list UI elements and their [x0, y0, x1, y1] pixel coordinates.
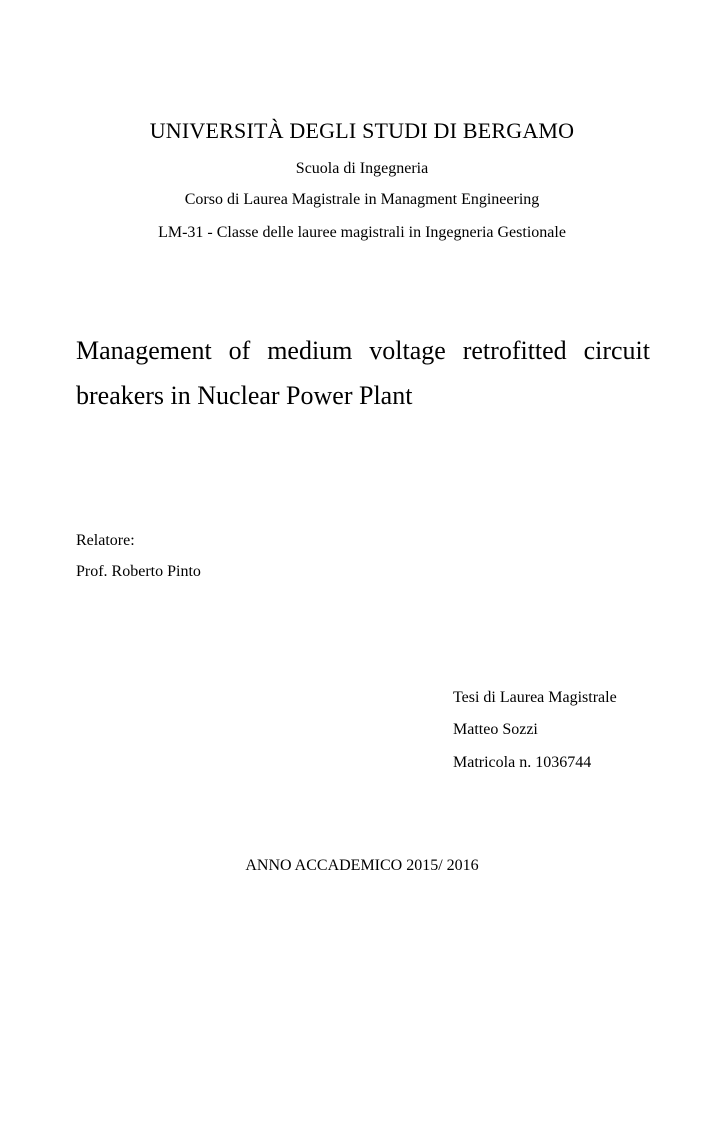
thesis-title	[76, 328, 650, 418]
academic-year: ANNO ACCADEMICO 2015/ 2016	[245, 857, 479, 874]
supervisor-label: Relatore:	[76, 532, 135, 549]
school-name: Scuola di Ingegneria	[295, 160, 429, 177]
thesis-title-line-1: Management of medium voltage retrofitted circuit	[76, 336, 650, 365]
candidate-name: Matteo Sozzi	[453, 721, 538, 738]
thesis-title-line-2: breakers in Nuclear Power Plant	[76, 381, 413, 410]
supervisor-name: Prof. Roberto Pinto	[76, 563, 201, 580]
thesis-type: Tesi di Laurea Magistrale	[453, 689, 617, 706]
degree-class: LM-31 - Classe delle lauree magistrali in Ingegneria Gestionale	[158, 224, 566, 241]
university-name: UNIVERSITÀ DEGLI STUDI DI BERGAMO	[149, 118, 575, 143]
degree-course: Corso di Laurea Magistrale in Managment Engineering	[184, 191, 540, 208]
student-id: Matricola n. 1036744	[453, 754, 592, 771]
